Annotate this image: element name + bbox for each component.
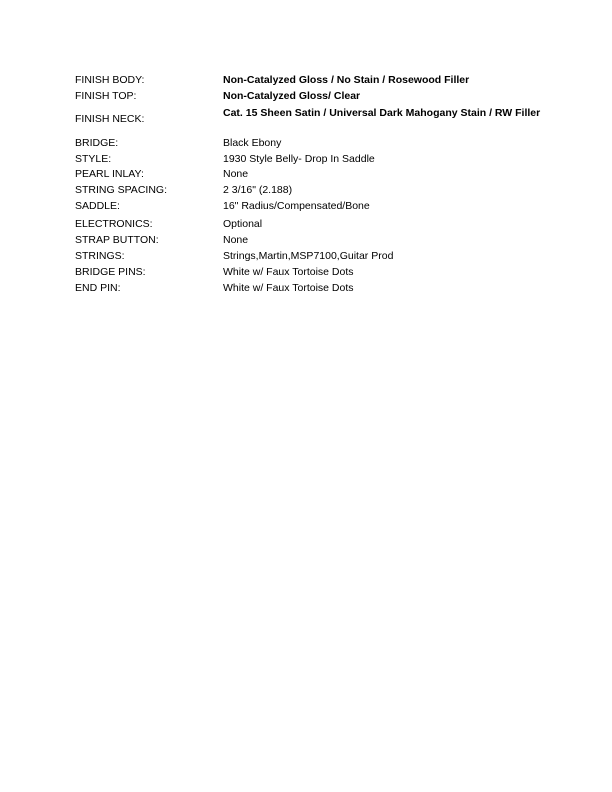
spec-sheet [75, 72, 545, 298]
spec-row-bridge [75, 137, 545, 153]
spec-value: 2 3/16" (2.188) [223, 184, 293, 196]
spec-value: Cat. 15 Sheen Satin / Universal Dark Mahogany Stain / RW Filler [223, 107, 541, 119]
spec-value: Strings,Martin,MSP7100,Guitar Prod [223, 250, 394, 262]
spec-row-pearl-inlay [75, 168, 545, 184]
spec-value: 1930 Style Belly- Drop In Saddle [223, 153, 375, 165]
spec-label: FINISH BODY: [75, 74, 145, 86]
spec-value: None [223, 234, 249, 246]
spec-row-style [75, 153, 545, 168]
spec-row-finish-body [75, 74, 545, 90]
spec-label: BRIDGE PINS: [75, 266, 146, 278]
spec-row-finish-top [75, 90, 545, 107]
spec-value: White w/ Faux Tortoise Dots [223, 282, 354, 294]
spec-label: END PIN: [75, 282, 121, 294]
spec-label: STRAP BUTTON: [75, 234, 159, 246]
spec-label: PEARL INLAY: [75, 168, 144, 180]
spec-value: Black Ebony [223, 137, 282, 149]
spec-row-finish-neck [75, 107, 545, 133]
spec-label: STRING SPACING: [75, 184, 167, 196]
spec-row-saddle [75, 200, 545, 218]
spec-label: SADDLE: [75, 200, 120, 212]
spec-value: 16" Radius/Compensated/Bone [223, 200, 370, 212]
spec-row-bridge-pins [75, 266, 545, 282]
spec-label: FINISH TOP: [75, 90, 137, 102]
spec-row-strings [75, 250, 545, 266]
spec-value: None [223, 168, 249, 180]
spec-value: Non-Catalyzed Gloss/ Clear [223, 90, 361, 102]
spec-value: Non-Catalyzed Gloss / No Stain / Rosewood Filler [223, 74, 470, 86]
spec-label: STYLE: [75, 153, 112, 165]
spec-row-string-spacing [75, 184, 545, 200]
spec-value: White w/ Faux Tortoise Dots [223, 266, 354, 278]
spec-label: ELECTRONICS: [75, 218, 153, 230]
spec-row-electronics [75, 218, 545, 234]
spec-value: Optional [223, 218, 263, 230]
spec-label: BRIDGE: [75, 137, 119, 149]
spec-row-end-pin [75, 282, 545, 298]
spec-label: FINISH NECK: [75, 113, 145, 125]
spec-label: STRINGS: [75, 250, 125, 262]
spec-row-strap-button [75, 234, 545, 250]
